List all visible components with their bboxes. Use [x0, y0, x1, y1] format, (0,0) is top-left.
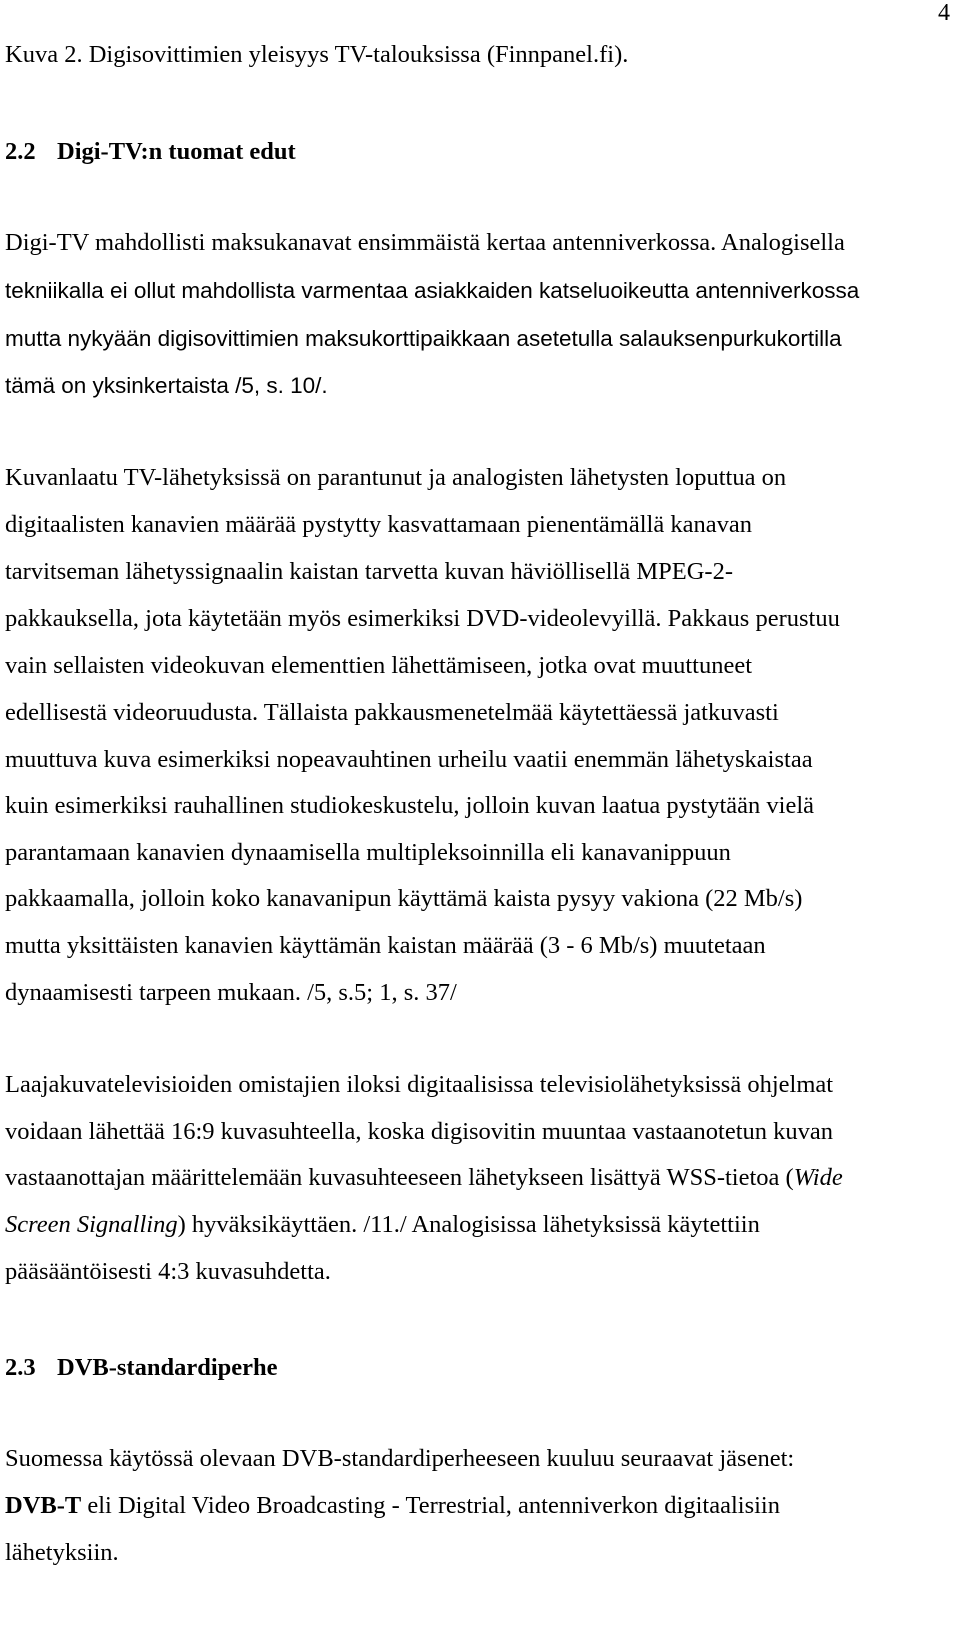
text-line	[5, 1491, 780, 1521]
text-line	[5, 1163, 843, 1193]
text-line: parantamaan kanavien dynaamisella multipleksoinnilla eli kanavanippuun	[5, 839, 731, 866]
text-line: vain sellaisten videokuvan elementtien lähettämiseen, jotka ovat muuttuneet	[5, 652, 753, 679]
text-line: Kuvanlaatu TV-lähetyksissä on parantunut ja analogisten lähetysten loputtua on	[5, 464, 787, 491]
text-line: tämä on yksinkertaista /5, s. 10/.	[5, 373, 328, 398]
text-line: pääsääntöisesti 4:3 kuvasuhdetta.	[5, 1258, 331, 1285]
text-line: pakkauksella, jota käytetään myös esimerkiksi DVD-videolevyillä. Pakkaus perustuu	[5, 605, 840, 632]
text-segment: vastaanottajan määrittelemään kuvasuhteeseen lähetykseen lisättyä WSS-tietoa (	[5, 1164, 794, 1191]
text-segment: eli Digital Video Broadcasting - Terrestrial, antenniverkon digitaalisiin	[81, 1492, 780, 1519]
text-line	[5, 228, 845, 258]
text-line: voidaan lähettää 16:9 kuvasuhteella, koska digisovitin muuntaa vastaanotetun kuvan	[5, 1118, 834, 1145]
section-number: 2.3	[5, 1354, 36, 1381]
text-line: mutta nykyään digisovittimien maksukorttipaikkaan asetetulla salauksenpurkukortilla	[5, 326, 842, 351]
text-line: mutta yksittäisten kanavien käyttämän kaistan määrää (3 - 6 Mb/s) muutetaan	[5, 932, 766, 959]
section-title: DVB-standardiperhe	[57, 1354, 278, 1381]
italic-term: Screen Signalling	[5, 1211, 178, 1238]
text-line: dynaamisesti tarpeen mukaan. /5, s.5; 1, s. 37/	[5, 979, 457, 1006]
text-line: pakkaamalla, jolloin koko kanavanipun käyttämä kaista pysyy vakiona (22 Mb/s)	[5, 885, 803, 912]
text-segment: Analogisella	[721, 229, 845, 256]
text-line: Suomessa käytössä olevaan DVB-standardiperheeseen kuuluu seuraavat jäsenet:	[5, 1445, 795, 1472]
section-number: 2.2	[5, 138, 36, 165]
text-line: edellisestä videoruudusta. Tällaista pakkausmenetelmää käytettäessä jatkuvasti	[5, 699, 779, 726]
text-line: tekniikalla ei ollut mahdollista varmentaa asiakkaiden katseluoikeutta antenniverkossa	[5, 278, 860, 303]
section-heading-2-2	[5, 137, 296, 167]
italic-term: Wide	[793, 1164, 843, 1191]
text-line: digitaalisten kanavien määrää pystytty kasvattamaan pienentämällä kanavan	[5, 511, 752, 538]
text-line: kuin esimerkiksi rauhallinen studiokeskustelu, jolloin kuvan laatua pystytään vielä	[5, 792, 815, 819]
text-segment: Digi-TV mahdollisti maksukanavat ensimmäistä kertaa antenniverkossa.	[5, 229, 722, 256]
text-line: tarvitseman lähetyssignaalin kaistan tarvetta kuvan häviöllisellä MPEG-2-	[5, 558, 734, 585]
figure-caption: Kuva 2. Digisovittimien yleisyys TV-talouksissa (Finnpanel.fi).	[5, 41, 629, 68]
section-heading-2-3	[5, 1353, 278, 1383]
text-segment: ) hyväksikäyttäen. /11./ Analogisissa lähetyksissä käytettiin	[177, 1211, 760, 1238]
bold-term: DVB-T	[5, 1492, 82, 1519]
text-line: lähetyksiin.	[5, 1539, 119, 1566]
section-title: Digi-TV:n tuomat edut	[57, 138, 296, 165]
page-number: 4	[938, 0, 950, 26]
text-line	[5, 1210, 760, 1240]
text-line: Laajakuvatelevisioiden omistajien iloksi digitaalisissa televisiolähetyksissä ohjelmat	[5, 1071, 834, 1098]
text-line: muuttuva kuva esimerkiksi nopeavauhtinen urheilu vaatii enemmän lähetyskaistaa	[5, 746, 813, 773]
